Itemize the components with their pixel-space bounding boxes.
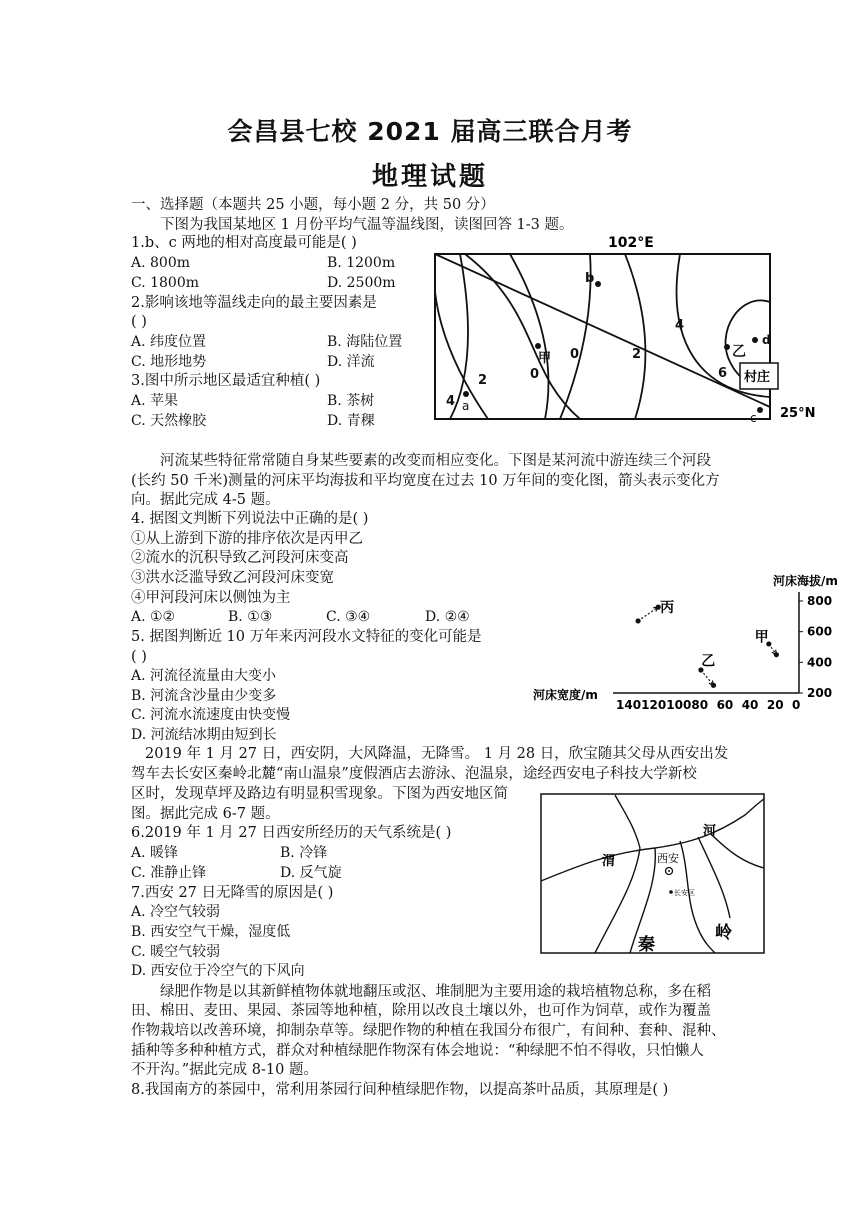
q6-option-a: A. 暖锋 (131, 845, 179, 861)
intro-4-line2: 田、棉田、麦田、果园、茶园等地种植，除用以改良土壤以外，也可作为饲草，或作为覆盖 (131, 1003, 711, 1019)
q7-option-b: B. 西安空气干燥，湿度低 (131, 924, 291, 940)
q2-option-d: D. 洋流 (327, 354, 375, 370)
city-label: 西安 (657, 852, 679, 865)
point-c-dot (757, 407, 763, 413)
village-label: 村庄 (744, 370, 771, 385)
q3-option-a: A. 苹果 (131, 393, 179, 409)
x-tick-label: 120 (641, 698, 667, 712)
point-yi-dot (724, 344, 730, 350)
x-tick-label: 80 (691, 698, 709, 712)
q4-statement-4: ④甲河段河床以侧蚀为主 (131, 590, 291, 606)
isotherm-label: 4 (675, 318, 685, 333)
x-tick-label: 0 (792, 698, 801, 712)
section-heading: 一、选择题（本题共 25 小题，每小题 2 分，共 50 分） (131, 197, 495, 213)
x-tick-label: 140 (616, 698, 642, 712)
y-tick-label: 200 (807, 686, 833, 700)
q7-option-c: C. 暖空气较弱 (131, 944, 221, 960)
isotherm-label: 2 (478, 373, 488, 388)
point-d-label: d (762, 333, 771, 347)
q2-option-c: C. 地形地势 (131, 354, 207, 370)
q1-option-b: B. 1200m (327, 255, 396, 271)
q5-option-b: B. 河流含沙量由少变多 (131, 688, 277, 704)
q5-option-d: D. 河流结冰期由短到长 (131, 727, 277, 743)
q7-option-d: D. 西安位于冷空气的下风向 (131, 963, 305, 979)
point-a-dot (463, 391, 469, 397)
mountain-label-2: 岭 (715, 923, 732, 943)
x-axis-label: 河床宽度/m (533, 688, 598, 702)
q4-option-c: C. ③④ (326, 609, 371, 625)
intro-3-line1: 2019 年 1 月 27 日，西安阴，大风降温，无降雪。 1 月 28 日，欣宝随其父母从西安出发 (145, 746, 729, 762)
q3-stem: 3.图中所示地区最适宜种植( ) (131, 373, 321, 389)
isotherm-line (510, 254, 548, 419)
point-d-dot (752, 337, 758, 343)
q5-paren: ( ) (131, 649, 147, 665)
point-jia-label: 甲 (538, 351, 552, 366)
q4-statement-2: ②流水的沉积导致乙河段河床变高 (131, 550, 349, 566)
page-title: 会昌县七校 2021 届高三联合月考 (227, 117, 633, 146)
intro-4-line4: 插种等多种种植方式，群众对种植绿肥作物深有体会地说：“种绿肥不怕不得收，只怕懒人 (131, 1043, 704, 1059)
q5-option-a: A. 河流径流量由大变小 (131, 668, 277, 684)
q1-stem: 1.b、c 两地的相对高度最可能是( ) (131, 235, 357, 251)
isotherm-line (625, 254, 645, 419)
intro-4-line1: 绿肥作物是以其新鲜植物体就地翻压或沤、堆制肥为主要用途的栽培植物总称，多在稻 (160, 984, 711, 1000)
he-river-label: 河 (703, 824, 717, 839)
tributary (710, 833, 764, 868)
q2-paren: ( ) (131, 314, 147, 330)
data-point (635, 618, 640, 623)
q4-option-a: A. ①② (131, 609, 176, 625)
page-subtitle: 地理试题 (371, 162, 488, 192)
intro-2-line3: 向。据此完成 4-5 题。 (131, 492, 280, 508)
q2-stem: 2.影响该地等温线走向的最主要因素是 (131, 295, 377, 311)
series-trend-line (638, 607, 658, 621)
intro-4-line5: 不开沟。”据此完成 8-10 题。 (131, 1062, 318, 1078)
q4-option-d: D. ②④ (425, 609, 470, 625)
q4-stem: 4. 据图文判断下列说法中正确的是( ) (131, 511, 369, 527)
district-label: 长安区 (674, 889, 695, 897)
series-label: 丙 (660, 600, 675, 617)
point-b-label: b (585, 271, 595, 286)
q8-stem: 8.我国南方的茶园中，常利用茶园行间种植绿肥作物，以提高茶叶品质，其原理是( ) (131, 1082, 669, 1098)
tributary (615, 795, 640, 848)
city-marker-dot (668, 870, 670, 872)
lat-label: 25°N (780, 406, 816, 421)
q1-option-d: D. 2500m (327, 275, 396, 291)
q4-statement-1: ①从上游到下游的排序依次是丙甲乙 (131, 531, 363, 547)
q7-option-a: A. 冷空气较弱 (131, 904, 221, 920)
q6-stem: 6.2019 年 1 月 27 日西安所经历的天气系统是( ) (131, 825, 452, 841)
x-tick-label: 20 (766, 698, 784, 712)
wei-river-label: 渭 (602, 854, 616, 869)
q4-option-b: B. ①③ (228, 609, 273, 625)
x-tick-label: 60 (716, 698, 734, 712)
river-bed-chart (525, 570, 855, 720)
intro-3-line2: 驾车去长安区秦岭北麓“南山温泉”度假酒店去游泳、泡温泉，途经西安电子科技大学新校 (131, 766, 697, 782)
intro-2-line2: (长约 50 千米)测量的河床平均海拔和平均宽度在过去 10 万年间的变化图，箭头表示变化方 (131, 473, 720, 489)
q7-stem: 7.西安 27 日无降雪的原因是( ) (131, 885, 334, 901)
isotherm-label: 0 (530, 367, 540, 382)
intro-4-line3: 作物栽培以改善环境，抑制杂草等。绿肥作物的种植在我国分布很广，有间种、套种、混种、 (131, 1023, 726, 1039)
point-jia-dot (535, 343, 541, 349)
point-b-dot (595, 281, 601, 287)
isotherm-label: 0 (570, 347, 580, 362)
wei-river (541, 799, 764, 881)
q6-option-d: D. 反气旋 (280, 865, 342, 881)
x-tick-label: 40 (741, 698, 759, 712)
q6-option-c: C. 准静止锋 (131, 865, 207, 881)
xian-map (540, 793, 766, 955)
intro-3-line4: 图。据此完成 6-7 题。 (131, 806, 280, 822)
lon-label: 102°E (608, 235, 654, 251)
q3-option-b: B. 茶树 (327, 393, 375, 409)
point-a-label: a (462, 399, 470, 413)
district-marker (669, 890, 673, 894)
y-tick-label: 400 (807, 655, 833, 670)
y-tick-label: 800 (807, 594, 833, 608)
q1-option-a: A. 800m (131, 255, 191, 271)
intro-3-line3: 区时，发现草坪及路边有明显积雪现象。下图为西安地区简 (131, 786, 508, 802)
y-tick-label: 600 (807, 624, 833, 639)
isotherm-lines (435, 254, 770, 419)
map-frame (435, 254, 770, 419)
series-label: 甲 (754, 629, 769, 646)
isotherm-label: 4 (446, 394, 456, 409)
mountain-label-1: 秦 (638, 935, 655, 955)
q5-option-c: C. 河流水流速度由快变慢 (131, 707, 291, 723)
q4-statement-3: ③洪水泛滥导致乙河段河床变宽 (131, 570, 334, 586)
isotherm-label: 2 (632, 347, 642, 362)
isotherm-map (430, 232, 825, 432)
q2-option-a: A. 纬度位置 (131, 334, 207, 350)
x-tick-label: 100 (666, 698, 692, 712)
point-c-label: c (750, 411, 757, 425)
series-trend-line (701, 670, 714, 685)
point-yi-label: 乙 (732, 344, 746, 360)
tributary (680, 841, 715, 953)
q5-stem: 5. 据图判断近 10 万年来丙河段水文特征的变化可能是 (131, 629, 482, 645)
series-label: 乙 (701, 653, 716, 670)
tributary (698, 837, 730, 918)
q1-option-c: C. 1800m (131, 275, 200, 291)
q6-option-b: B. 冷锋 (280, 845, 328, 861)
intro-2-line1: 河流某些特征常常随自身某些要素的改变而相应变化。下图是某河流中游连续三个河段 (160, 453, 711, 469)
q2-option-b: B. 海陆位置 (327, 334, 403, 350)
q3-option-c: C. 天然橡胶 (131, 413, 207, 429)
y-axis-label: 河床海拔/m (773, 574, 838, 588)
intro-1: 下图为我国某地区 1 月份平均气温等温线图，读图回答 1-3 题。 (160, 217, 574, 233)
q3-option-d: D. 青稞 (327, 413, 375, 429)
isotherm-label: 6 (718, 366, 728, 381)
